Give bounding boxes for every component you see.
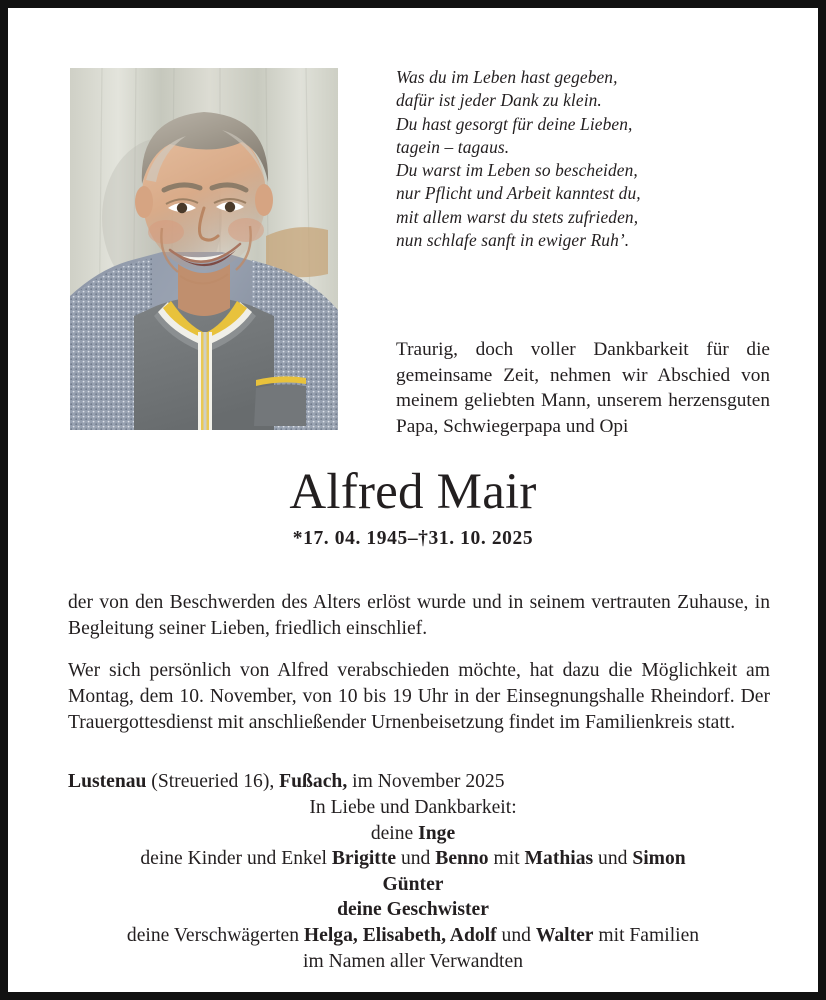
place-and-date-line — [68, 769, 770, 795]
child-name-brigitte: Brigitte — [331, 848, 397, 870]
notice-month: im November 2025 — [347, 770, 505, 792]
wife-prefix: deine — [370, 822, 419, 844]
poem-line: Du warst im Leben so bescheiden, — [396, 160, 638, 181]
family-line-siblings — [8, 897, 818, 923]
wife-name: Inge — [418, 822, 456, 844]
child-name-benno: Benno — [435, 848, 489, 870]
grandchild-name-mathias: Mathias — [524, 848, 594, 870]
life-dates — [8, 527, 818, 551]
children-prefix: deine Kinder und Enkel — [140, 848, 332, 870]
inlaws-names: Helga, Elisabeth, Adolf — [303, 924, 497, 946]
family-line-closing: im Namen aller Verwandten — [303, 950, 523, 972]
inlaw-name-walter: Walter — [535, 924, 594, 946]
deceased-name: Alfred Mair — [289, 464, 537, 520]
paragraph-farewell-details: Wer sich persönlich von Alfred verabschieden möchte, hat dazu die Möglichkeit am Montag, dem 10. November, von 10 bis 19 Uhr in der Einsegnungshalle Rheindorf. Der Trauergottesdienst mit anschließender Urnenbeisetzung findet im Familienkreis statt. — [68, 659, 770, 733]
family-line-inlaws — [8, 923, 818, 949]
farewell-intro-text: Traurig, doch voller Dankbarkeit für die gemeinsame Zeit, nehmen wir Abschied von meinem geliebten Mann, unserem herzensguten Papa, Schwiegerpapa und Opi — [396, 339, 770, 438]
poem-line: nur Pflicht und Arbeit kanntest du, — [396, 183, 641, 204]
portrait-illustration — [70, 68, 338, 430]
family-line-guenter — [8, 872, 818, 898]
conjunction: und — [396, 848, 436, 870]
town-secondary: Fußach, — [279, 770, 348, 792]
family-heading: In Liebe und Dankbarkeit: — [309, 797, 517, 818]
notice-inner — [8, 8, 818, 992]
child-name-guenter: Günter — [382, 873, 444, 895]
born-date: 17. 04. 1945 — [303, 528, 408, 549]
died-symbol: † — [418, 528, 429, 549]
memorial-poem — [396, 66, 736, 252]
conjunction: und — [593, 848, 633, 870]
inlaws-suffix: mit Familien — [593, 924, 700, 946]
inlaws-prefix: deine Verschwägerten — [126, 924, 304, 946]
siblings-label: deine Geschwister — [337, 899, 489, 921]
died-date: 31. 10. 2025 — [428, 528, 534, 549]
street-address: (Streueried 16), — [146, 770, 280, 792]
portrait-photo — [70, 68, 338, 430]
poem-line: dafür ist jeder Dank zu klein. — [396, 90, 602, 111]
portrait-image — [70, 68, 338, 430]
poem-line: tagein – tagaus. — [396, 136, 510, 157]
date-separator: – — [407, 528, 419, 549]
poem-line: mit allem warst du stets zufrieden, — [396, 206, 639, 227]
grandchild-name-simon: Simon — [632, 848, 686, 870]
family-signature-block — [8, 795, 818, 974]
poem-line: Du hast gesorgt für deine Lieben, — [396, 113, 633, 134]
family-line-children — [8, 846, 818, 872]
conjunction: und — [496, 924, 536, 946]
poem-line: nun schlafe sanft in ewiger Ruh’. — [396, 230, 630, 251]
conjunction: mit — [488, 848, 525, 870]
town-primary: Lustenau — [68, 770, 147, 792]
born-symbol: * — [292, 528, 304, 549]
poem-line: Was du im Leben hast gegeben, — [396, 67, 618, 87]
family-line-wife — [8, 821, 818, 847]
paragraph-relief: der von den Beschwerden des Alters erlöst wurde und in seinem vertrauten Zuhause, in Begleitung seiner Lieben, friedlich einschlief. — [68, 591, 770, 639]
